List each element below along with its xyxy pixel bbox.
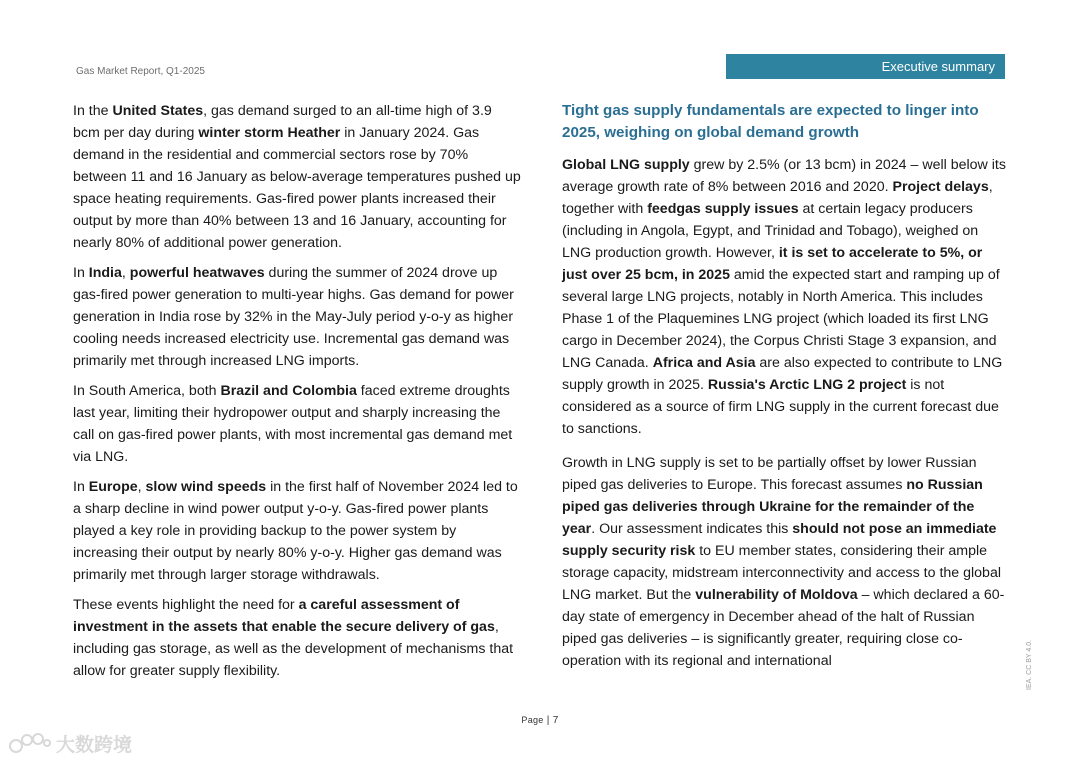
paragraph-europe: In Europe, slow wind speeds in the first half of November 2024 led to a sharp decline in wind power output y-o-y. Gas-fired power plants played a key role in providing backup to the power system by increasing their output by nearly 80% y-o-y. Higher gas demand was primarily met through larger storage withdrawals. [73,479,518,583]
watermark-logo-icon [8,731,52,757]
paragraph-lng-supply: Global LNG supply grew by 2.5% (or 13 bcm) in 2024 – well below its average growth rate of 8% between 2016 and 2020. Project delays, together with feedgas supply issues at certain legacy producers (including in Angola, Egypt, and Trinidad and Tobago), weighed on LNG production growth. However, it is set to accelerate to 5%, or just over 25 bcm, in 2025 amid the expected start and ramping up of several large LNG projects, notably in North America. This includes Phase 1 of the Plaquemines LNG project (which loaded its first LNG cargo in December 2024), the Corpus Christi Stage 3 expansion, and LNG Canada. Africa and Asia are also expected to contribute to LNG supply growth in 2025. Russia's Arctic LNG 2 project is not considered as a source of firm LNG supply in the current forecast due to sanctions. [562,157,1006,437]
paragraph-russian-supply: Growth in LNG supply is set to be partially offset by lower Russian piped gas deliveries to Europe. This forecast assumes no Russian piped gas deliveries through Ukraine for the remainder of the year. Our assessment indicates this should not pose an immediate supply security risk to EU member states, considering their ample storage capacity, midstream interconnectivity and access to the global LNG market. But the vulnerability of Moldova – which declared a 60-day state of emergency in December ahead of the halt of Russian piped gas deliveries – is significantly greater, requiring close co-operation with its regional and international [562,455,1005,669]
paragraph-united-states: In the United States, gas demand surged to an all-time high of 3.9 bcm per day during winter storm Heather in January 2024. Gas demand in the residential and commercial sectors rose by 70% between 11 and 16 January as below-average temperatures pushed up space heating requirements. Gas-fired power plants increased their output by more than 40% between 13 and 16 January, accounting for nearly 80% of additional power generation. [73,103,521,251]
page-number: Page | 7 [521,715,559,726]
section-banner: Executive summary [726,54,1005,79]
paragraph-conclusion: These events highlight the need for a careful assessment of investment in the assets that enable the secure delivery of gas, including gas storage, as well as the development of mechanisms that allow for greater supply flexibility. [73,597,514,679]
watermark-text: 大数跨境 [56,735,133,756]
report-title: Gas Market Report, Q1-2025 [76,66,205,77]
right-column [562,100,1008,680]
watermark [8,730,132,757]
license-note: IEA. CC BY 4.0. [1026,639,1033,690]
left-column [73,100,521,690]
paragraph-india: In India, powerful heatwaves during the summer of 2024 drove up gas-fired power generation to multi-year highs. Gas demand for power generation in India rose by 32% in the May-July period y-o-y as higher cooling needs increased electricity use. Incremental gas demand was primarily met through increased LNG imports. [73,265,514,369]
section-heading: Tight gas supply fundamentals are expected to linger into 2025, weighing on global demand growth [562,102,979,141]
paragraph-south-america: In South America, both Brazil and Colombia faced extreme droughts last year, limiting their hydropower output and sharply increasing the call on gas-fired power plants, with most incremental gas demand met via LNG. [73,383,513,465]
